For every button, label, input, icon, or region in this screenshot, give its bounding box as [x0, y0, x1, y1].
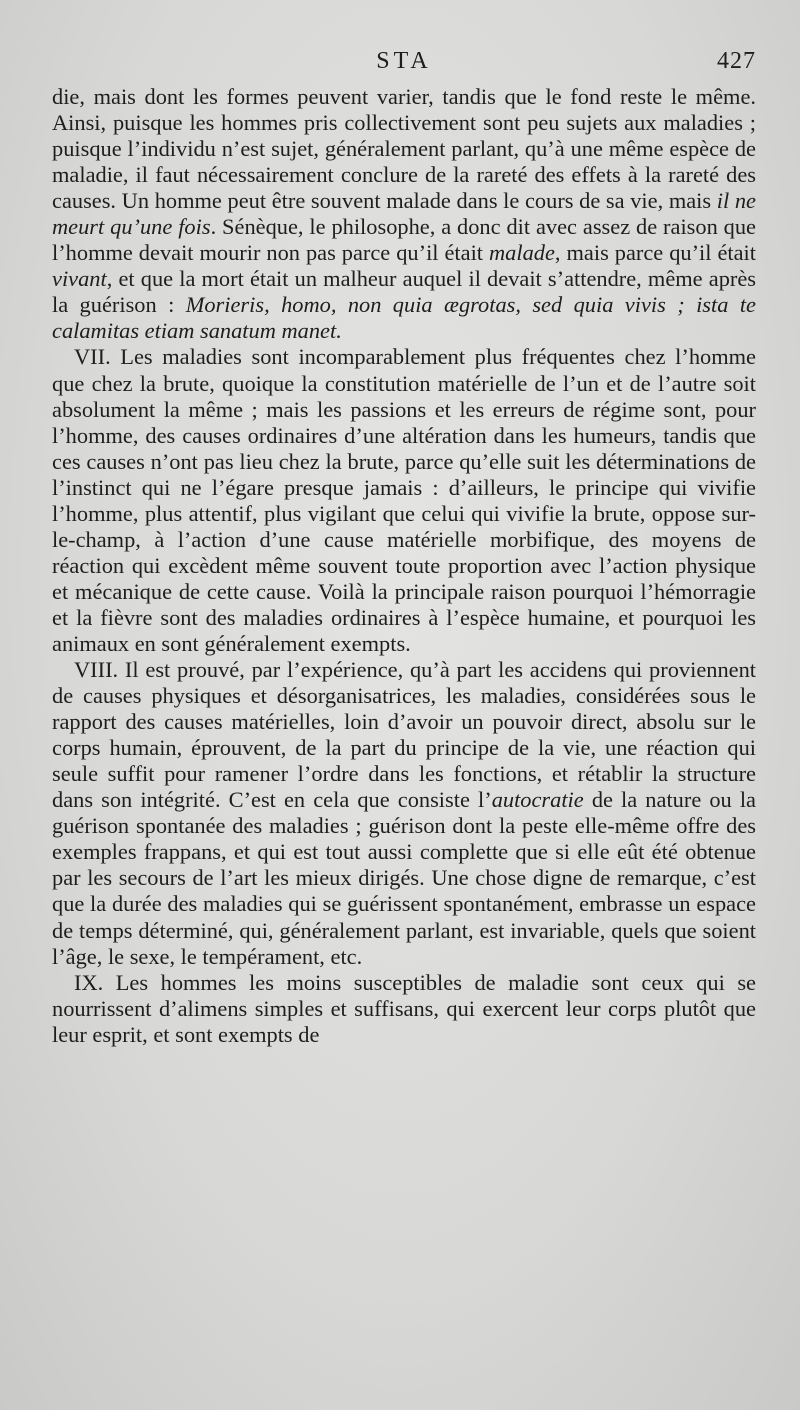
- italic-run: autocratie: [491, 787, 584, 813]
- paragraph-section-ix: [52, 970, 756, 1048]
- page-number: 427: [717, 48, 756, 74]
- text-run: , mais parce qu’il était: [554, 240, 756, 266]
- italic-run: il ne meurt qu’une fois: [52, 188, 756, 240]
- italic-run: malade: [489, 240, 555, 266]
- text-run: , et que la mort était un malheur auquel il devait s’attendre, même après la guérison :: [52, 266, 756, 318]
- paragraph-section-viii: [52, 657, 756, 970]
- running-head: [52, 48, 756, 84]
- text-run: VII. Les maladies sont incomparablement plus fréquentes chez l’homme que chez la brute, quoique la constitution matérielle de l’un et de l’autre soit absolument la même ; mais les passions et les erreurs de régime sont, pour l’homme, des causes ordinaires d’une altération dans les humeurs, tandis que ces causes n’ont pas lieu chez la brute, parce qu’elle suit les déterminations de l’instinct qui ne l’égare presque jamais : d’ailleurs, le principe qui vivifie l’homme, plus attentif, plus vigilant que celui qui vivifie la brute, oppose sur-le-champ, à l’action d’une cause matérielle morbifique, des moyens de réaction qui excèdent même souvent toute proportion avec l’action physique et mécanique de cette cause. Voilà la principale raison pourquoi l’hémorragie et la fièvre sont des maladies ordinaires à l’espèce humaine, et pourquoi les animaux en sont généralement exempts.: [52, 344, 756, 656]
- text-run: die, mais dont les formes peuvent varier, tandis que le fond reste le même. Ainsi, puisque les hommes pris collectivement sont peu sujets aux maladies ; puisque l’individu n’est sujet, généralement parlant, qu’à une même espèce de maladie, il faut nécessairement conclure de la rareté des effets à la rareté des causes. Un homme peut être souvent malade dans le cours de sa vie, mais: [52, 84, 756, 214]
- paragraph-section-vii: [52, 344, 756, 657]
- italic-run: Morieris, homo, non quia ægrotas, sed quia vivis ; ista te calamitas etiam sanatum manet.: [52, 292, 756, 344]
- text-run: de la nature ou la guérison spontanée des maladies ; guérison dont la peste elle-même offre des exemples frappans, et qui est tout aussi complette que si elle eût été obtenue par les secours de l’art les mieux dirigés. Une chose digne de remarque, c’est que la durée des maladies qui se guérissent spontanément, embrasse un espace de temps déterminé, qui, généralement parlant, est invariable, quels que soient l’âge, le sexe, le tempérament, etc.: [52, 787, 756, 969]
- text-run: . Sénèque, le philosophe, a donc dit avec assez de raison que l’homme devait mourir non pas parce qu’il était: [52, 214, 756, 266]
- paragraph-continuation: [52, 84, 756, 344]
- italic-run: vivant: [52, 266, 107, 292]
- text-run: IX. Les hommes les moins susceptibles de maladie sont ceux qui se nourrissent d’alimens simples et suffisans, qui exercent leur corps plutôt que leur esprit, et sont exempts de: [52, 969, 756, 1047]
- body-text: [52, 84, 756, 1048]
- text-run: VIII. Il est prouvé, par l’expérience, qu’à part les accidens qui proviennent de causes physiques et désorganisatrices, les maladies, considérées sous le rapport des causes matérielles, loin d’avoir un pouvoir direct, absolu sur le corps humain, éprouvent, de la part du principe de la vie, une réaction qui seule suffit pour ramener l’ordre dans les fonctions, et rétablir la structure dans son intégrité. C’est en cela que consiste l’: [52, 657, 756, 813]
- running-head-title: STA: [376, 48, 432, 74]
